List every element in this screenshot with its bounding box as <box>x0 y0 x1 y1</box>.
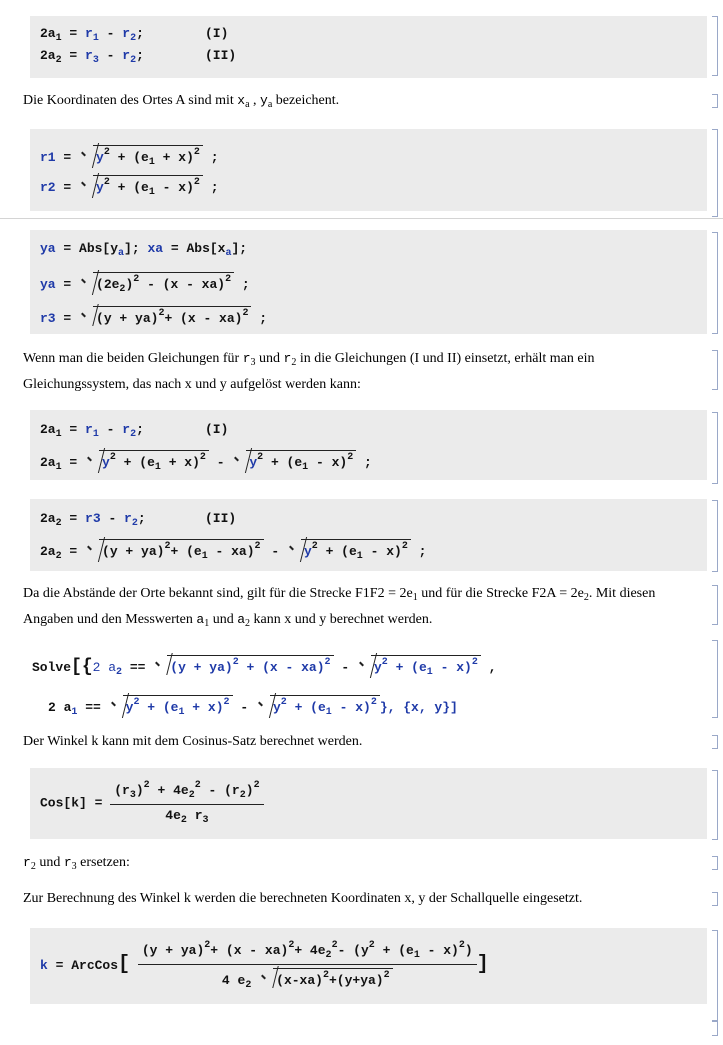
cell-bracket[interactable] <box>712 16 718 76</box>
equation-cell-system-i[interactable] <box>30 410 707 480</box>
cell-bracket[interactable] <box>712 640 718 718</box>
cell-bracket[interactable] <box>712 500 718 572</box>
equation-line-ii: $2a_2 = r3 - r_2$; (II) <box>40 511 237 529</box>
solve-line-1[interactable]: Solve[{2 $a_2 == (y + ya)^2 + (x - xa)^2 - y^2 + (e_1 - x)^2$ , <box>32 657 497 678</box>
cell-bracket[interactable] <box>712 1020 718 1036</box>
equation-ya: ya = $(2e_2)^2 - (x - xa)^2$ ; <box>40 274 250 295</box>
cell-divider <box>0 218 723 219</box>
equation-r1: $r1 = y^2 + (e_1 + x)^2$ ; <box>40 147 219 168</box>
equation-expanded-i: $2a_1 = y^2 + (e_1 + x)^2 - y^2 + (e_1 - x)^2$ ; <box>40 452 372 473</box>
equation-expanded-ii: $2a_2 = (y + ya)^2+ (e_1 - xa)^2 - y^2 + (e_1 - x)^2$ ; <box>40 541 427 562</box>
equation-cell-system-ii[interactable] <box>30 499 707 571</box>
text-angle-calculation: Zur Berechnung des Winkel k werden die berechneten Koordinaten x, y der Schallquelle eingesetzt. <box>23 891 583 906</box>
text-coordinates: Die Koordinaten des Ortes A sind mit $x_a$ , $y_a$ bezeichent. <box>23 93 340 110</box>
cell-bracket[interactable] <box>712 94 718 108</box>
text-replace: $r_2$ und $r_3$ ersetzen: <box>23 855 130 872</box>
cell-bracket[interactable] <box>712 735 718 749</box>
cell-bracket[interactable] <box>712 350 718 390</box>
cell-bracket[interactable] <box>712 930 718 1022</box>
cell-bracket[interactable] <box>712 585 718 625</box>
equation-cell-ya-r3[interactable] <box>30 230 707 334</box>
equation-r3: r3 = (y + ya)$^2$+ (x - xa)$^2$ ; <box>40 308 268 326</box>
cell-bracket[interactable] <box>712 892 718 906</box>
cell-bracket[interactable] <box>712 232 718 334</box>
solve-line-2[interactable]: 2 $a_1 == y^2 + (e_1 + x)^2 - y^2 + (e_1 - x)^2$ }, {x, y}] <box>48 697 458 718</box>
equation-cell-cosine[interactable] <box>30 768 707 839</box>
equation-cos: Cos[k] = $\frac{(r_3)^2 + 4e_2^2 - (r_2)^2}{4e_2 r_3}$ <box>40 780 264 826</box>
equation-line-i: $2a_1 = r_1 - r_2$; (I) <box>40 26 229 44</box>
equation-cell-arccos[interactable] <box>30 928 707 1004</box>
equation-line-ii: $2a_2 = r_3 - r_2$; (II) <box>40 48 237 66</box>
text-substitution: Wenn man die beiden Gleichungen für $r_3$ und $r_2$ in die Gleichungen (I und II) einsetzt, erhält man ein Gleichungssystem, das nach x und y aufgelöst werden kann: <box>23 351 595 392</box>
equation-r2: $r2 = y^2 + (e_1 - x)^2$ ; <box>40 177 219 198</box>
equation-abs: ya = $Abs[y_a]$; xa = $Abs[x_a]$; <box>40 241 248 259</box>
text-distances: Da die Abstände der Orte bekannt sind, gilt für die Strecke $F1F2 = 2e_1$ und für die Strecke $F2A = 2e_2$. Mit diesen Angaben und den Messwerten $a_1$ und $a_2$ kann x und y berechnet werden. <box>23 586 656 629</box>
text-cosine-rule: Der Winkel k kann mit dem Cosinus-Satz berechnet werden. <box>23 734 363 749</box>
equation-arccos: k = ArcCos[ $\frac{(y + ya)^2+ (x - xa)^2+ 4e_2^2- (y^2 + (e_1 - x)^2)}{4 e_2 (x-xa)^2+(y+ya)^2}$ ] <box>40 940 489 991</box>
equation-cell-definitions[interactable] <box>30 16 707 78</box>
cell-bracket[interactable] <box>712 770 718 840</box>
equation-line-i: $2a_1 = r_1 - r_2$; (I) <box>40 422 229 440</box>
cell-bracket[interactable] <box>712 412 718 484</box>
equation-cell-r1-r2[interactable] <box>30 129 707 211</box>
cell-bracket[interactable] <box>712 129 718 217</box>
cell-bracket[interactable] <box>712 856 718 870</box>
